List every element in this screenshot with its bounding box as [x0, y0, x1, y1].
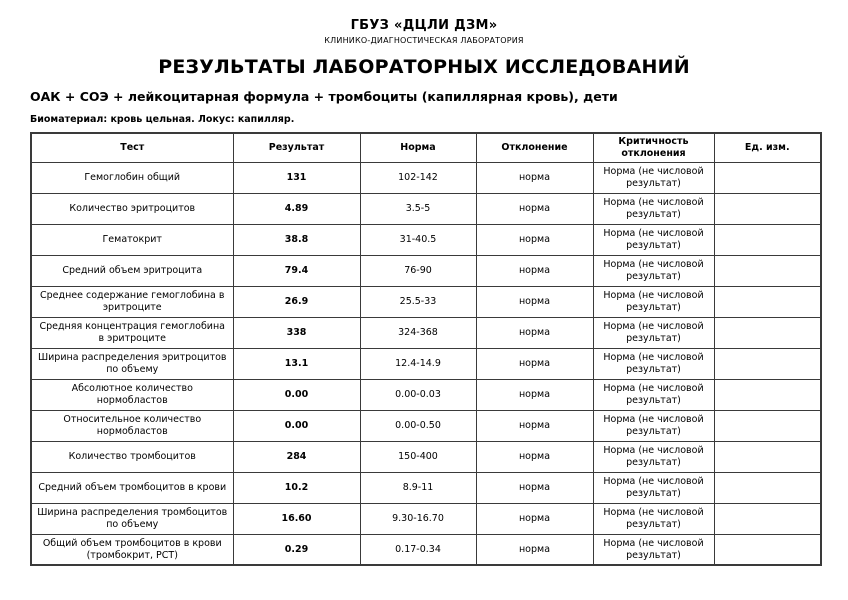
unit-cell — [714, 317, 821, 348]
criticality-cell: Норма (не числовой результат) — [593, 224, 714, 255]
table-row — [31, 286, 821, 317]
criticality-cell: Норма (не числовой результат) — [593, 379, 714, 410]
norm-cell: 9.30-16.70 — [360, 503, 476, 534]
test-name-cell: Среднее содержание гемоглобина в эритроците — [31, 286, 233, 317]
result-cell: 0.00 — [233, 410, 360, 441]
table-row — [31, 534, 821, 565]
result-cell: 16.60 — [233, 503, 360, 534]
result-cell: 13.1 — [233, 348, 360, 379]
norm-cell: 102-142 — [360, 162, 476, 193]
deviation-cell: норма — [476, 317, 593, 348]
result-cell: 10.2 — [233, 472, 360, 503]
norm-cell: 8.9-11 — [360, 472, 476, 503]
unit-cell — [714, 224, 821, 255]
criticality-cell: Норма (не числовой результат) — [593, 534, 714, 565]
unit-cell — [714, 503, 821, 534]
column-header-test: Тест — [31, 133, 233, 162]
unit-cell — [714, 255, 821, 286]
deviation-cell: норма — [476, 224, 593, 255]
test-name-cell: Средний объем тромбоцитов в крови — [31, 472, 233, 503]
norm-cell: 0.17-0.34 — [360, 534, 476, 565]
criticality-cell: Норма (не числовой результат) — [593, 317, 714, 348]
test-name-cell: Ширина распределения тромбоцитов по объему — [31, 503, 233, 534]
result-cell: 131 — [233, 162, 360, 193]
test-name-cell: Количество эритроцитов — [31, 193, 233, 224]
test-name-cell: Средний объем эритроцита — [31, 255, 233, 286]
norm-cell: 31-40.5 — [360, 224, 476, 255]
table-row — [31, 441, 821, 472]
table-row — [31, 348, 821, 379]
criticality-cell: Норма (не числовой результат) — [593, 193, 714, 224]
result-cell: 26.9 — [233, 286, 360, 317]
result-cell: 0.00 — [233, 379, 360, 410]
results-tbody — [31, 162, 821, 565]
deviation-cell: норма — [476, 503, 593, 534]
deviation-cell: норма — [476, 441, 593, 472]
deviation-cell: норма — [476, 162, 593, 193]
unit-cell — [714, 441, 821, 472]
criticality-cell: Норма (не числовой результат) — [593, 503, 714, 534]
deviation-cell: норма — [476, 286, 593, 317]
table-row — [31, 503, 821, 534]
test-name-cell: Абсолютное количество нормобластов — [31, 379, 233, 410]
deviation-cell: норма — [476, 379, 593, 410]
results-table — [30, 132, 822, 566]
result-cell: 338 — [233, 317, 360, 348]
result-cell: 4.89 — [233, 193, 360, 224]
deviation-cell: норма — [476, 193, 593, 224]
table-row — [31, 317, 821, 348]
test-name-cell: Гематокрит — [31, 224, 233, 255]
table-row — [31, 193, 821, 224]
organization-subtitle: КЛИНИКО-ДИАГНОСТИЧЕСКАЯ ЛАБОРАТОРИЯ — [324, 36, 524, 45]
table-row — [31, 224, 821, 255]
test-name-cell: Ширина распределения эритроцитов по объему — [31, 348, 233, 379]
biomaterial-line: Биоматериал: кровь цельная. Локус: капилляр. — [30, 114, 295, 125]
norm-cell: 324-368 — [360, 317, 476, 348]
panel-name: ОАК + СОЭ + лейкоцитарная формула + тромбоциты (капиллярная кровь), дети — [30, 89, 618, 104]
unit-cell — [714, 410, 821, 441]
test-name-cell: Количество тромбоцитов — [31, 441, 233, 472]
test-name-cell: Гемоглобин общий — [31, 162, 233, 193]
report-title: РЕЗУЛЬТАТЫ ЛАБОРАТОРНЫХ ИССЛЕДОВАНИЙ — [158, 56, 690, 78]
criticality-cell: Норма (не числовой результат) — [593, 441, 714, 472]
column-header-result: Результат — [233, 133, 360, 162]
test-name-cell: Средняя концентрация гемоглобина в эритроците — [31, 317, 233, 348]
norm-cell: 150-400 — [360, 441, 476, 472]
criticality-cell: Норма (не числовой результат) — [593, 348, 714, 379]
table-row — [31, 472, 821, 503]
deviation-cell: норма — [476, 534, 593, 565]
deviation-cell: норма — [476, 410, 593, 441]
column-header-norm: Норма — [360, 133, 476, 162]
norm-cell: 25.5-33 — [360, 286, 476, 317]
norm-cell: 76-90 — [360, 255, 476, 286]
criticality-cell: Норма (не числовой результат) — [593, 286, 714, 317]
test-name-cell: Общий объем тромбоцитов в крови (тромбокрит, PCT) — [31, 534, 233, 565]
unit-cell — [714, 348, 821, 379]
result-cell: 0.29 — [233, 534, 360, 565]
organization-name: ГБУЗ «ДЦЛИ ДЗМ» — [350, 18, 498, 33]
table-row — [31, 162, 821, 193]
unit-cell — [714, 472, 821, 503]
table-header-row — [31, 133, 821, 162]
column-header-deviation: Отклонение — [476, 133, 593, 162]
unit-cell — [714, 379, 821, 410]
result-cell: 38.8 — [233, 224, 360, 255]
unit-cell — [714, 286, 821, 317]
criticality-cell: Норма (не числовой результат) — [593, 162, 714, 193]
result-cell: 79.4 — [233, 255, 360, 286]
column-header-criticality: Критичность отклонения — [593, 133, 714, 162]
deviation-cell: норма — [476, 255, 593, 286]
column-header-unit: Ед. изм. — [714, 133, 821, 162]
criticality-cell: Норма (не числовой результат) — [593, 410, 714, 441]
criticality-cell: Норма (не числовой результат) — [593, 472, 714, 503]
criticality-cell: Норма (не числовой результат) — [593, 255, 714, 286]
deviation-cell: норма — [476, 472, 593, 503]
table-row — [31, 255, 821, 286]
unit-cell — [714, 162, 821, 193]
norm-cell: 0.00-0.50 — [360, 410, 476, 441]
table-row — [31, 410, 821, 441]
norm-cell: 3.5-5 — [360, 193, 476, 224]
norm-cell: 0.00-0.03 — [360, 379, 476, 410]
unit-cell — [714, 193, 821, 224]
deviation-cell: норма — [476, 348, 593, 379]
norm-cell: 12.4-14.9 — [360, 348, 476, 379]
test-name-cell: Относительное количество нормобластов — [31, 410, 233, 441]
table-row — [31, 379, 821, 410]
unit-cell — [714, 534, 821, 565]
result-cell: 284 — [233, 441, 360, 472]
